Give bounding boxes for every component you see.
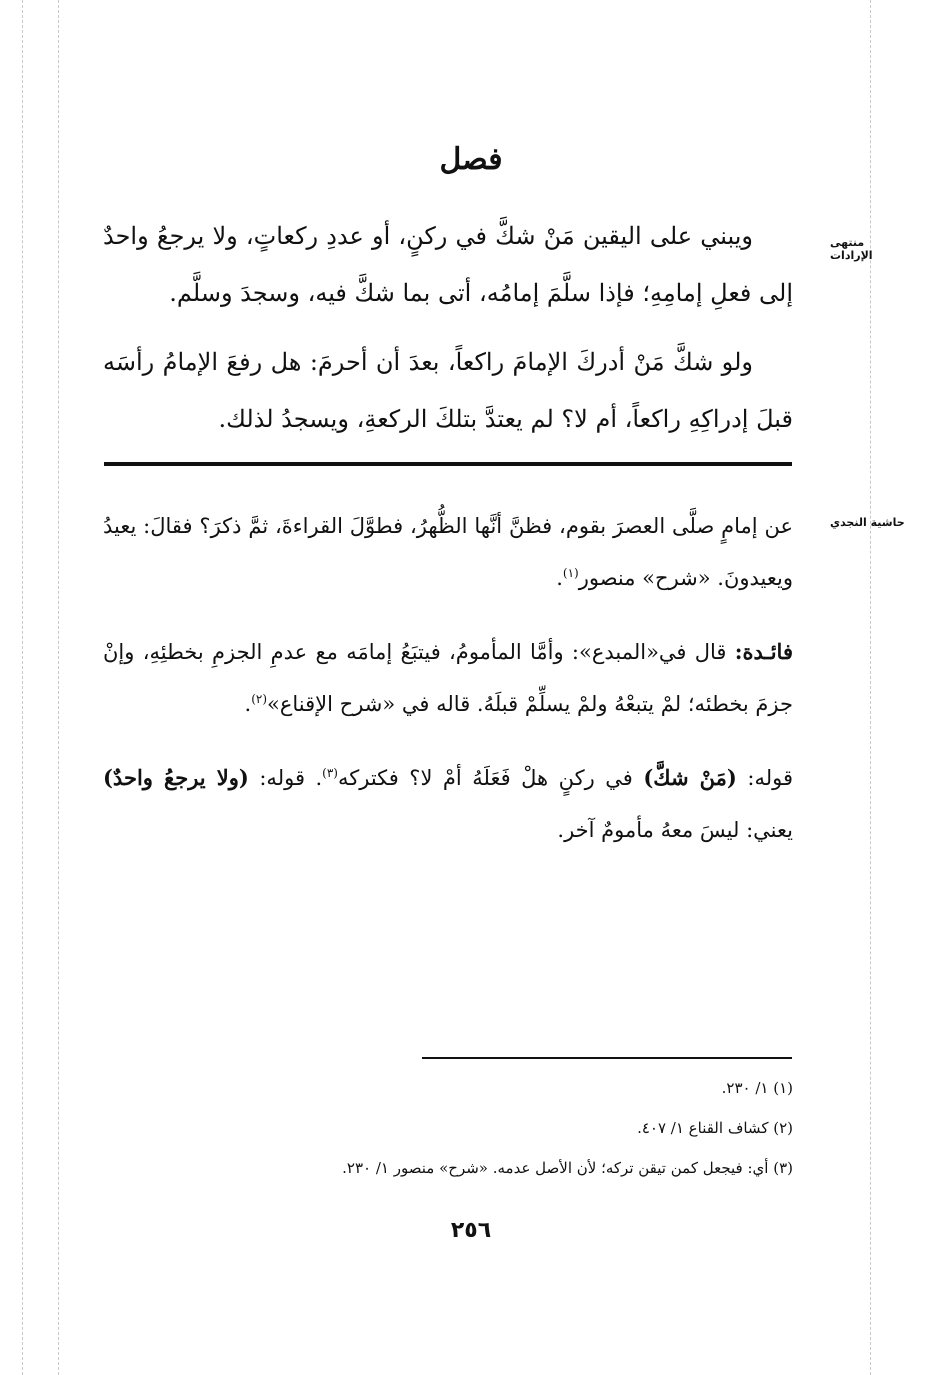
page-number: ٢٥٦	[450, 1218, 492, 1243]
quoted-phrase: (ولا يرجعُ واحدٌ)	[103, 765, 249, 790]
section-divider	[104, 462, 792, 466]
section-title: فصل	[439, 142, 503, 177]
footnote-item: (٣) أي: فيجعل كمن تيقن تركه؛ لأن الأصل عدمه. «شرح» منصور ١/ ٢٣٠.	[342, 1159, 793, 1177]
footnote-divider	[422, 1057, 792, 1059]
commentary-text: يعني: ليسَ معهُ مأمومٌ آخر.	[557, 818, 793, 842]
side-label-hashiya: حاشية النجدي	[830, 516, 905, 529]
margin-guide-left	[22, 0, 23, 1375]
side-label-main: منتهى الإرادات	[830, 236, 873, 262]
commentary-paragraph	[103, 500, 793, 604]
margin-guide-inner	[58, 0, 59, 1375]
commentary	[103, 500, 793, 878]
main-paragraph: ويبني على اليقين مَنْ شكَّ في ركنٍ، أو عددِ ركعاتٍ، ولا يرجعُ واحدٌ إلى فعلِ إمامِهِ؛ فإذا سلَّمَ إمامُه، أتى بما شكَّ فيه، وسجدَ وسلَّم.	[103, 222, 793, 307]
footnote-item: (٢) كشاف القناع ١/ ٤٠٧.	[637, 1119, 793, 1137]
main-text	[103, 208, 793, 460]
main-paragraph: ولو شكَّ مَنْ أدركَ الإمامَ راكعاً، بعدَ أن أحرمَ: هل رفعَ الإمامُ رأسَه قبلَ إدراكِهِ راكعاً، أم لا؟ لم يعتدَّ بتلكَ الركعةِ، ويسجدُ لذلك.	[103, 348, 793, 433]
commentary-paragraph	[103, 752, 793, 856]
period: .	[244, 692, 252, 716]
footnotes	[103, 1068, 793, 1188]
quoted-phrase: (مَنْ شكَّ)	[643, 765, 737, 790]
footnote-ref: (٢)	[251, 692, 268, 706]
commentary-text: قال في«المبدع»: وأمَّا المأمومُ، فيتبَعُ إمامَه مع عدمِ الجزمِ بخطئِهِ، وإنْ جزمَ بخطئه؛ لمْ يتبعْهُ ولمْ يسلِّمْ قبلَهُ. قاله في «شرح الإقناع»	[103, 640, 793, 716]
footnote-item: (١) ١/ ٢٣٠.	[721, 1079, 793, 1097]
commentary-text: عن إمامٍ صلَّى العصرَ بقوم، فظنَّ أنَّها الظُّهرُ، فطوَّلَ القراءةَ، ثمَّ ذكرَ؟ فقالَ: يعيدُ ويعيدونَ. «شرح» منصور	[103, 514, 793, 590]
commentary-text: . قوله:	[259, 766, 323, 790]
period: .	[556, 566, 563, 590]
benefit-label: فائـدة:	[734, 639, 793, 664]
footnote-ref: (٣)	[322, 766, 338, 780]
footnote-ref: (١)	[562, 566, 579, 580]
commentary-text: في ركنٍ هلْ فَعَلَهُ أمْ لا؟ فكتركه	[337, 766, 633, 790]
margin-guide-right	[870, 0, 871, 1375]
commentary-paragraph	[103, 626, 793, 730]
commentary-text: قوله:	[747, 766, 793, 790]
